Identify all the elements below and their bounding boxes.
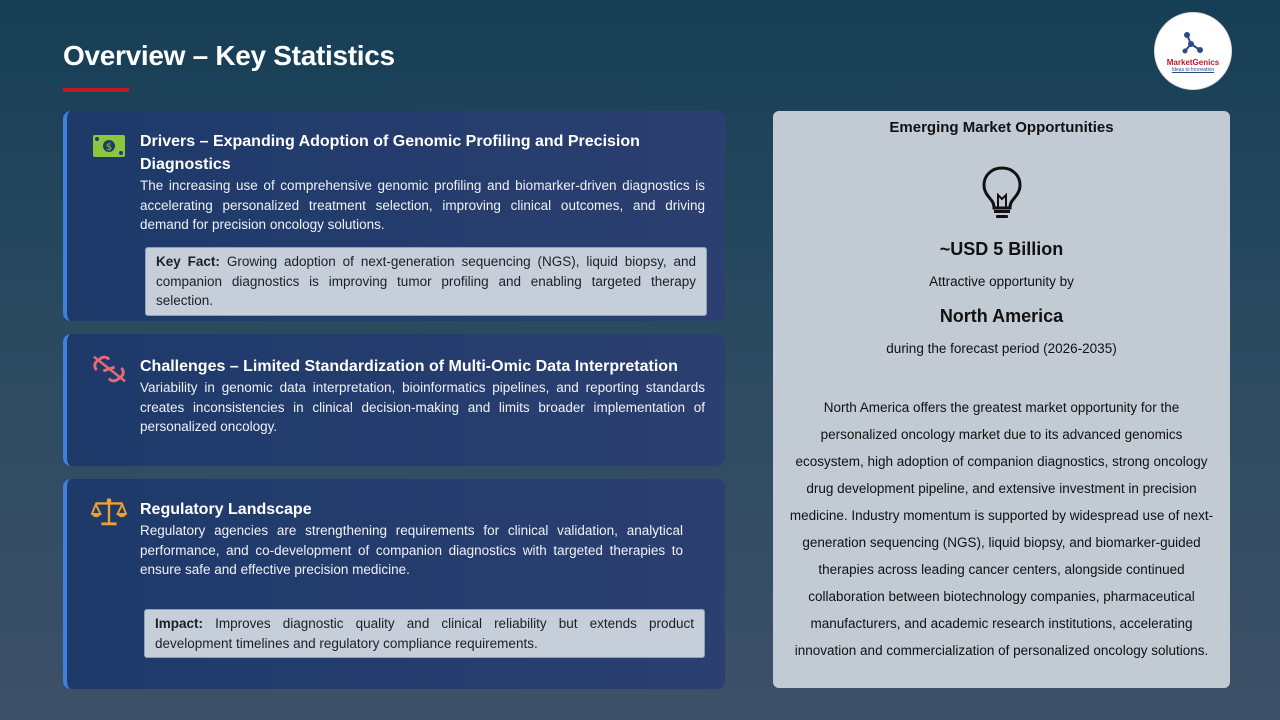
logo-tagline: Ideas to Innovation bbox=[1171, 66, 1215, 73]
challenges-body: Variability in genomic data interpretation, bioinformatics pipelines, and reporting standards creates inconsistencies in clinical decision-making and limits broader implementation of personalized oncology. bbox=[140, 380, 705, 434]
money-icon bbox=[91, 131, 127, 161]
impact-label: Impact: bbox=[155, 616, 204, 631]
key-fact-label: Key Fact: bbox=[156, 254, 220, 269]
panel-title: Emerging Market Opportunities bbox=[889, 119, 1114, 136]
opportunity-value: ~USD 5 Billion bbox=[939, 239, 1064, 259]
drivers-card bbox=[63, 111, 725, 321]
opportunity-caption: Attractive opportunity by bbox=[929, 274, 1074, 289]
impact-box bbox=[144, 609, 705, 658]
drivers-body: The increasing use of comprehensive genomic profiling and biomarker-driven diagnostics is accelerating personalized treatment selection, improving clinical outcomes, and driving demand for precision oncology solutions. bbox=[140, 178, 705, 232]
challenges-heading: Challenges – Limited Standardization of Multi-Omic Data Interpretation bbox=[140, 358, 678, 375]
regulatory-body: Regulatory agencies are strengthening requirements for clinical validation, analytical performance, and co-development of companion diagnostics with targeted therapies to ensure safe and effective precision medicine. bbox=[140, 523, 683, 577]
regulatory-heading: Regulatory Landscape bbox=[140, 501, 312, 518]
opportunity-description: North America offers the greatest market opportunity for the personalized oncology market due to its advanced genomics ecosystem, high adoption of companion diagnostics, strong oncology drug development pipeline, and extensive investment in precision medicine. Industry momentum is supported by widespread use of next-generation sequencing (NGS), liquid biopsy, and biomarker-guided therapies across leading cancer centers, alongside continued collaboration between biotechnology companies, pharmaceutical manufacturers, and academic research institutions, accelerating innovation and commercialization of personalized oncology solutions. bbox=[789, 400, 1214, 658]
company-logo bbox=[1154, 12, 1232, 90]
drivers-heading: Drivers – Expanding Adoption of Genomic Profiling and Precision Diagnostics bbox=[140, 133, 640, 173]
impact-text: Improves diagnostic quality and clinical reliability but extends product development timelines and regulatory compliance requirements. bbox=[155, 616, 694, 651]
forecast-period: during the forecast period (2026-2035) bbox=[886, 341, 1117, 356]
opportunity-region: North America bbox=[939, 306, 1064, 326]
regulatory-card bbox=[63, 479, 725, 689]
title-underline bbox=[63, 88, 129, 92]
key-fact-text: Growing adoption of next-generation sequencing (NGS), liquid biopsy, and companion diagnostics is improving tumor profiling and enabling targeted therapy selection. bbox=[156, 254, 696, 308]
scales-icon bbox=[91, 497, 127, 527]
page-title: Overview – Key Statistics bbox=[63, 40, 395, 71]
lightbulb-icon bbox=[979, 165, 1025, 219]
svg-text:$: $ bbox=[105, 142, 113, 153]
logo-brand: MarketGenics bbox=[1166, 57, 1220, 67]
key-fact-box bbox=[145, 247, 707, 316]
broken-link-icon bbox=[91, 354, 127, 384]
opportunities-panel bbox=[773, 111, 1230, 688]
challenges-card bbox=[63, 334, 725, 466]
molecule-icon bbox=[1180, 30, 1206, 56]
